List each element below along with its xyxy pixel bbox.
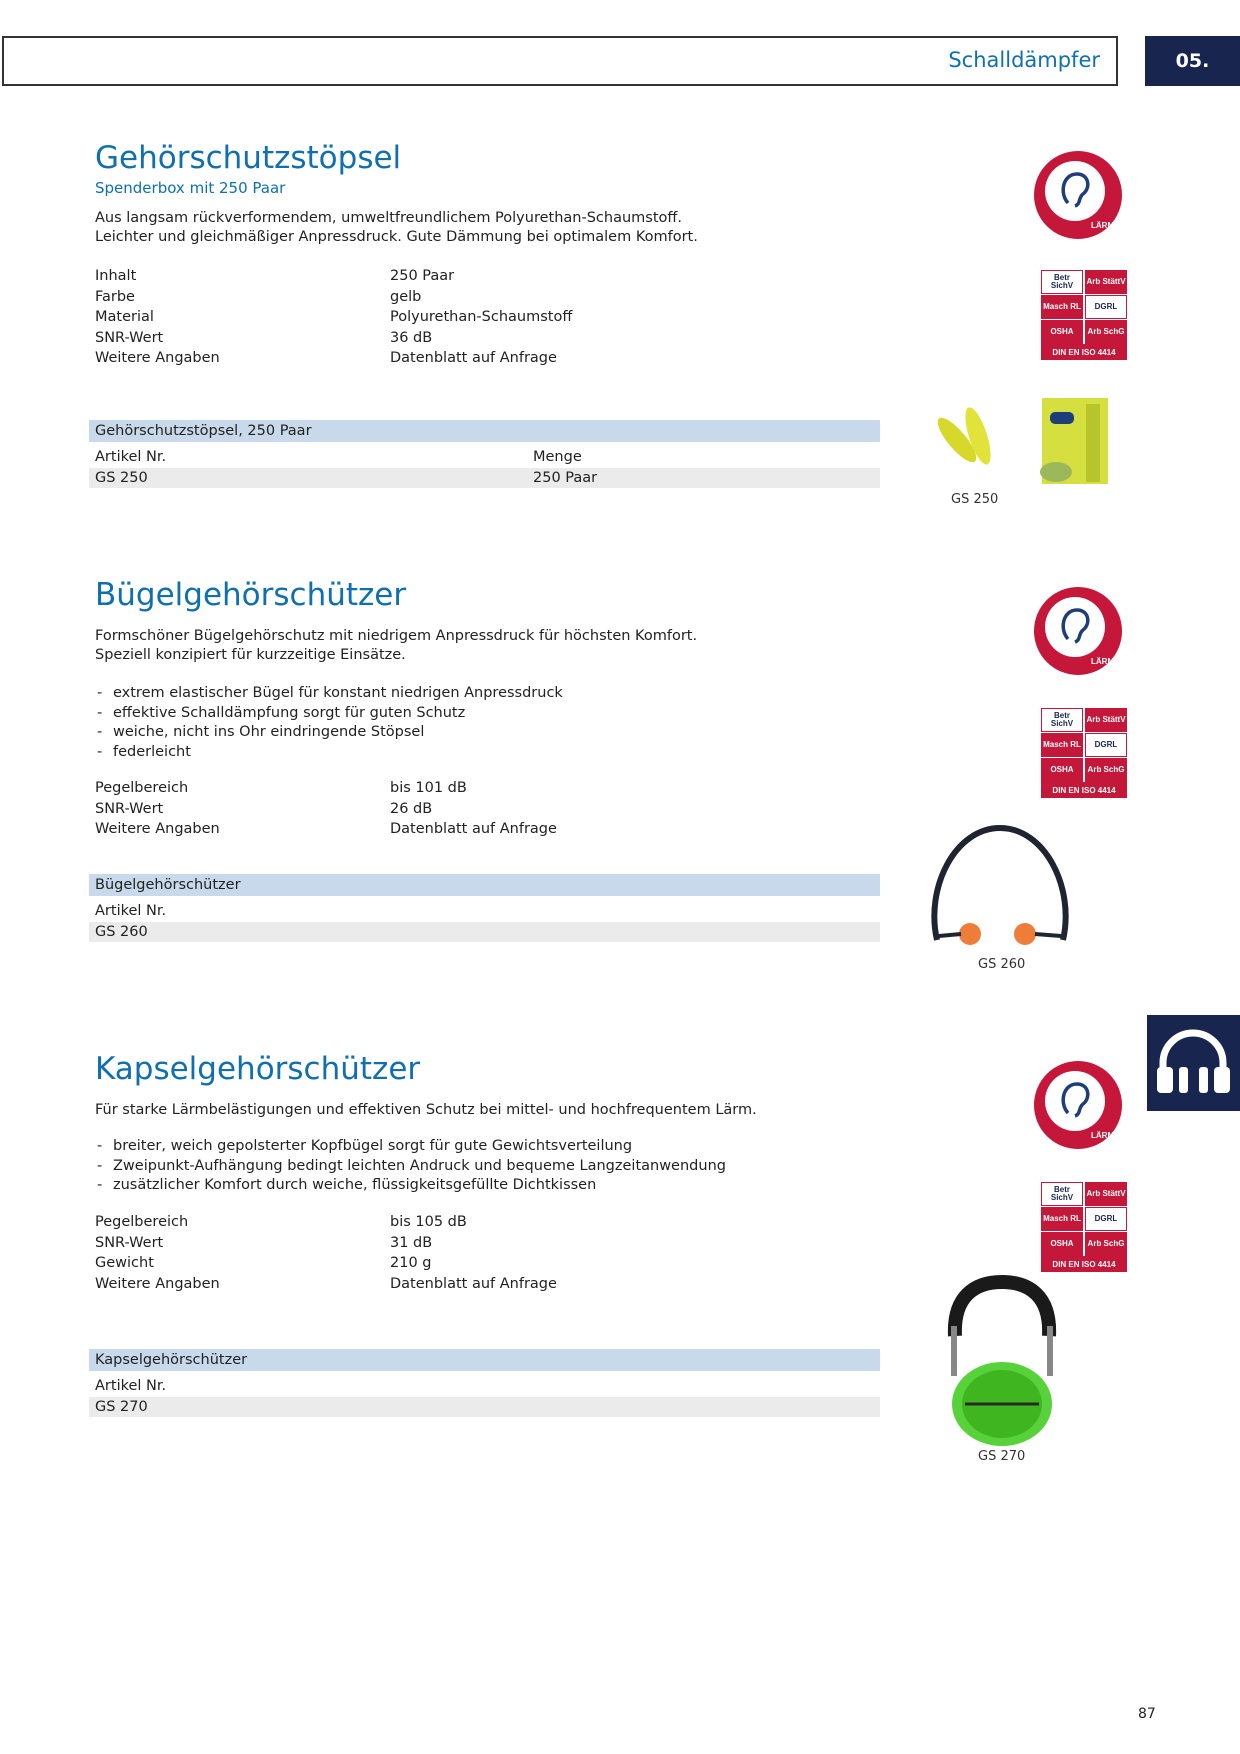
norm-badge: Betr SichV Arb StättV Masch RL DGRL OSHA Arb SchG DIN EN ISO 4414 [1041, 270, 1127, 362]
list-item: - breiter, weich gepolsterter Kopfbügel sorgt für gute Gewichtsverteilung [95, 1137, 726, 1157]
feature-list [95, 1137, 726, 1196]
image-caption: GS 270 [978, 1449, 1026, 1464]
earmuffs-product-image [945, 1276, 1060, 1448]
svg-text:LÄRM-SCHUTZ: LÄRM-SCHUTZ [1091, 221, 1150, 230]
list-item: - extrem elastischer Bügel für konstant niedrigen Anpressdruck [95, 684, 563, 704]
section-subtitle: Spenderbox mit 250 Paar [95, 179, 286, 197]
band-earplugs-product-image [925, 818, 1075, 953]
spec-list: Pegelbereich bis 105 dB SNR-Wert 31 dB Gewicht 210 g Weitere Angaben Datenblatt auf Anfrage [95, 1214, 557, 1292]
feature-list [95, 684, 563, 762]
list-item: - federleicht [95, 743, 563, 763]
table-row: GS 260 [89, 922, 880, 942]
page-number: 87 [1138, 1706, 1156, 1722]
table-header: Artikel Nr. [95, 1378, 167, 1394]
section-description: Aus langsam rückverformendem, umweltfreundlichem Polyurethan-Schaumstoff. Leichter und gleichmäßiger Anpressdruck. Gute Dämmung bei optimalem Komfort. [95, 210, 698, 245]
image-caption: GS 250 [951, 492, 999, 507]
list-item: - Zweipunkt-Aufhängung bedingt leichten Andruck und bequeme Langzeitanwendung [95, 1157, 726, 1177]
norm-badge: Betr SichV Arb StättV Masch RL DGRL OSHA Arb SchG DIN EN ISO 4414 [1041, 1182, 1127, 1274]
table-band: Gehörschutzstöpsel, 250 Paar [89, 420, 880, 442]
section-title: Kapselgehörschützer [95, 1051, 421, 1087]
section-description: Formschöner Bügelgehörschutz mit niedrigem Anpressdruck für höchsten Komfort. Speziell konzipiert für kurzzeitige Einsätze. [95, 628, 698, 663]
norm-badge: Betr SichV Arb StättV Masch RL DGRL OSHA Arb SchG DIN EN ISO 4414 [1041, 708, 1127, 800]
chapter-number: 05. [1145, 36, 1240, 86]
section-title: Bügelgehörschützer [95, 577, 407, 613]
table-band: Kapselgehörschützer [89, 1349, 880, 1371]
noise-protection-seal [1031, 148, 1150, 242]
table-header: Artikel Nr. Menge [95, 449, 582, 465]
spec-list: Inhalt 250 Paar Farbe gelb Material Polyurethan-Schaumstoff SNR-Wert 36 dB Weitere Angaben Datenblatt auf Anfrage [95, 268, 573, 366]
svg-text:LÄRM-SCHUTZ: LÄRM-SCHUTZ [1091, 657, 1150, 666]
noise-protection-seal [1031, 1058, 1150, 1152]
table-band: Bügelgehörschützer [89, 874, 880, 896]
article-table [89, 420, 880, 488]
svg-text:LÄRM-SCHUTZ: LÄRM-SCHUTZ [1091, 1131, 1150, 1140]
list-item: - weiche, nicht ins Ohr eindringende Stöpsel [95, 723, 563, 743]
article-table [89, 874, 880, 942]
headphones-icon [1147, 1015, 1240, 1111]
list-item: - effektive Schalldämpfung sorgt für guten Schutz [95, 704, 563, 724]
table-row: GS 270 [89, 1397, 880, 1417]
chapter-title: Schalldämpfer [948, 48, 1100, 72]
noise-protection-seal [1031, 584, 1150, 678]
list-item: - zusätzlicher Komfort durch weiche, flüssigkeitsgefüllte Dichtkissen [95, 1176, 726, 1196]
table-header: Artikel Nr. [95, 903, 167, 919]
article-table [89, 1349, 880, 1417]
spec-list: Pegelbereich bis 101 dB SNR-Wert 26 dB Weitere Angaben Datenblatt auf Anfrage [95, 780, 557, 837]
table-row: GS 250 250 Paar [89, 468, 880, 488]
image-caption: GS 260 [978, 957, 1026, 972]
earplugs-product-image [930, 392, 1125, 492]
category-tab[interactable] [1147, 1015, 1240, 1111]
section-description: Für starke Lärmbelästigungen und effektiven Schutz bei mittel- und hochfrequentem Lärm. [95, 1102, 757, 1118]
section-title: Gehörschutzstöpsel [95, 140, 402, 176]
